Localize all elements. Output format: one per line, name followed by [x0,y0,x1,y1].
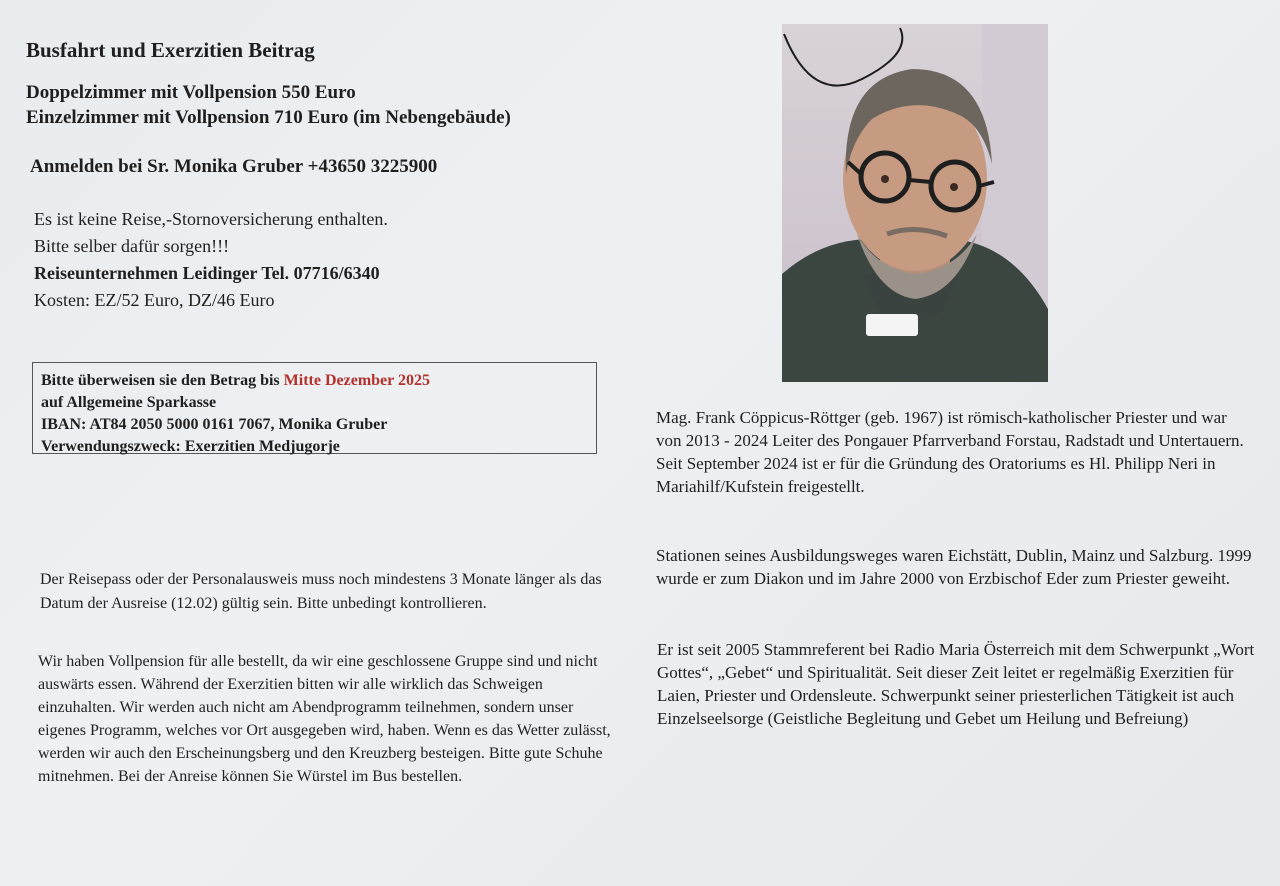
payment-purpose: Verwendungszweck: Exerzitien Medjugorje [41,438,340,455]
bio-paragraph-1: Mag. Frank Cöppicus-Röttger (geb. 1967) ist römisch-katholischer Priester und war von 2013 - 2024 Leiter des Pongauer Pfarrverband Forstau, Radstadt und Untertauern. Seit September 2024 ist er für die Gründung des Oratoriums es Hl. Philipp Neri in Mariahilf/Kufstein freigestellt. [656,408,1244,496]
insurance-line-2: Bitte selber dafür sorgen!!! [34,236,230,256]
bio-paragraph-3: Er ist seit 2005 Stammreferent bei Radio Maria Österreich mit dem Schwerpunkt „Wort Gottes“, „Gebet“ und Spiritualität. Seit dieser Zeit leitet er regelmäßig Exerzitien für Laien, Priester und Ordensleute. Schwerpunkt seiner priesterlichen Tätigkeit ist auch Einzelseelsorge (Geistliche Begleitung und Gebet um Heilung und Befreiung) [657,640,1255,728]
program-note: Wir haben Vollpension für alle bestellt, da wir eine geschlossene Gruppe sind und nicht auswärts essen. Während der Exerzitien bitten wir alle wirklich das Schweigen einzuhalten. Wir werden auch nicht am Abendprogramm teilnehmen, sondern unser eigenes Programm, welches vor Ort ausgegeben wird, haben. Wenn es das Wetter zulässt, werden wir auch den Erscheinungsberg und den Kreuzberg besteigen. Bitte gute Schuhe mitnehmen. Bei der Anreise können Sie Würstel im Bus bestellen. [38,653,611,785]
registration-contact: Anmelden bei Sr. Monika Gruber +43650 3225900 [30,156,438,177]
insurance-line-1: Es ist keine Reise,-Stornoversicherung enthalten. [34,209,388,229]
double-room-price: Doppelzimmer mit Vollpension 550 Euro [26,82,356,103]
payment-box [32,362,597,454]
payment-iban: IBAN: AT84 2050 5000 0161 7067, Monika Gruber [41,416,388,433]
portrait-illustration [782,24,1048,382]
bus-costs: Kosten: EZ/52 Euro, DZ/46 Euro [34,290,275,310]
page-title: Busfahrt und Exerzitien Beitrag [26,38,315,62]
payment-line-1 [41,370,596,392]
bio-paragraph-2: Stationen seines Ausbildungsweges waren Eichstätt, Dublin, Mainz und Salzburg. 1999 wurde er zum Diakon und im Jahre 2000 von Erzbischof Eder zum Priester geweiht. [656,546,1252,588]
single-room-price: Einzelzimmer mit Vollpension 710 Euro (im Nebengebäude) [26,107,511,128]
bus-company: Reiseunternehmen Leidinger Tel. 07716/6340 [34,263,380,283]
insurance-block [34,206,388,314]
payment-bank: auf Allgemeine Sparkasse [41,394,217,411]
payment-deadline: Mitte Dezember 2025 [283,372,430,389]
payment-prefix: Bitte überweisen sie den Betrag bis [41,372,284,389]
passport-note: Der Reisepass oder der Personalausweis muss noch mindestens 3 Monate länger als das Datum der Ausreise (12.02) gültig sein. Bitte unbedingt kontrollieren. [40,571,602,612]
price-block [26,80,511,130]
priest-portrait [782,24,1048,382]
